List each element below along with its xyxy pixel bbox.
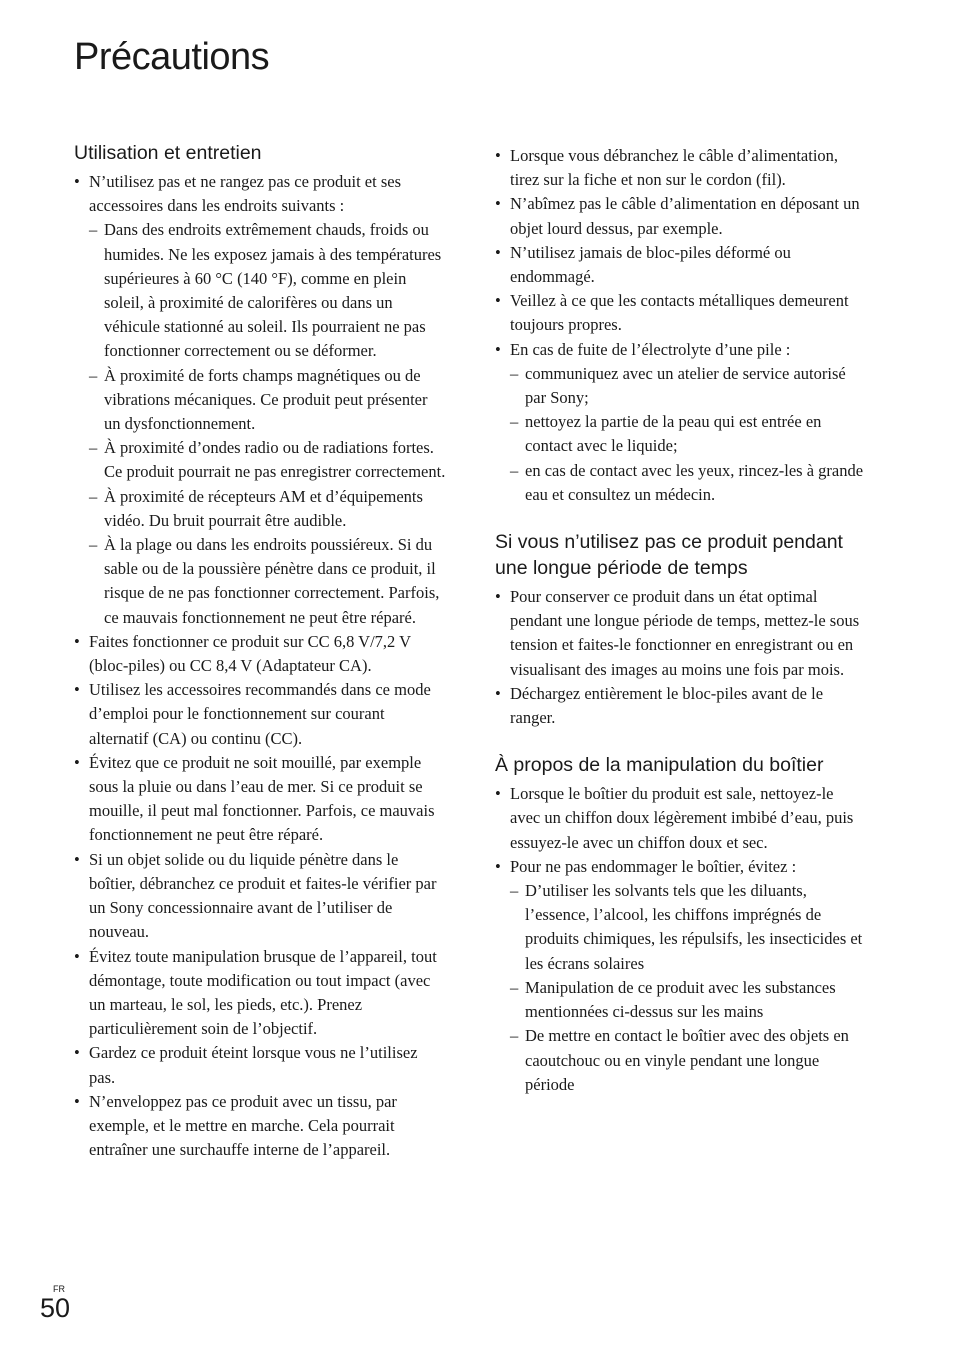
sub-list <box>510 362 865 507</box>
list-item: • Veillez à ce que les contacts métalliques demeurent toujours propres. <box>495 289 865 337</box>
list-item: • Pour conserver ce produit dans un état optimal pendant une longue période de temps, mettez-le sous tension et faites-le fonctionner en enregistrant ou en visualisant des images au moins une fois par mois. <box>495 585 865 682</box>
sub-list-item: – À proximité de forts champs magnétiques ou de vibrations mécaniques. Ce produit peut présenter un dysfonctionnement. <box>89 364 446 437</box>
language-marker: FR <box>53 1284 65 1294</box>
list-item: • Évitez toute manipulation brusque de l’appareil, tout démontage, toute modification ou tout impact (avec un marteau, le sol, les pieds, etc.). Prenez particulièrement soin de l’objectif. <box>74 945 446 1042</box>
list-item: • N’abîmez pas le câble d’alimentation en déposant un objet lourd dessus, par exemple. <box>495 192 865 240</box>
usage-list <box>74 170 446 1162</box>
list-item: • Utilisez les accessoires recommandés dans ce mode d’emploi pour le fonctionnement sur courant alternatif (CA) ou continu (CC). <box>74 678 446 751</box>
list-item: • Lorsque vous débranchez le câble d’alimentation, tirez sur la fiche et non sur le cordon (fil). <box>495 144 865 192</box>
sub-list-item: – À proximité de récepteurs AM et d’équipements vidéo. Du bruit pourrait être audible. <box>89 485 446 533</box>
sub-list <box>89 218 446 629</box>
list-item: • Faites fonctionner ce produit sur CC 6,8 V/7,2 V (bloc-piles) ou CC 8,4 V (Adaptateur CA). <box>74 630 446 678</box>
page-title: Précautions <box>74 36 270 78</box>
list-item: • Gardez ce produit éteint lorsque vous ne l’utilisez pas. <box>74 1041 446 1089</box>
list-item: • Lorsque le boîtier du produit est sale, nettoyez-le avec un chiffon doux légèrement imbibé d’eau, puis essuyez-le avec un chiffon doux et sec. <box>495 782 865 855</box>
list-item: • N’utilisez jamais de bloc-piles déformé ou endommagé. <box>495 241 865 289</box>
sub-list-item: – À la plage ou dans les endroits poussiéreux. Si du sable ou de la poussière pénètre dans ce produit, il risque de ne pas fonctionner correctement. Parfois, ce mauvais fonctionnement ne peut être réparé. <box>89 533 446 630</box>
list-item <box>495 855 865 1097</box>
page-number: 50 <box>40 1293 71 1323</box>
sub-list-item: – Manipulation de ce produit avec les substances mentionnées ci-dessus sur les mains <box>510 976 865 1024</box>
sub-list <box>510 879 865 1097</box>
left-column <box>74 140 446 1162</box>
spacer <box>495 507 865 529</box>
section-heading-casing: À propos de la manipulation du boîtier <box>495 754 824 777</box>
list-item: • Si un objet solide ou du liquide pénètre dans le boîtier, débranchez ce produit et faites-le vérifier par un Sony concessionnaire avant de l’utiliser de nouveau. <box>74 848 446 945</box>
right-column <box>495 144 865 1097</box>
section-heading-long-period: Si vous n’utilisez pas ce produit pendant une longue période de temps <box>495 531 843 580</box>
spacer <box>495 730 865 752</box>
long-period-list <box>495 585 865 730</box>
cable-battery-list <box>495 144 865 507</box>
list-item: • Évitez que ce produit ne soit mouillé, par exemple sous la pluie ou dans l’eau de mer. Si ce produit se mouille, il peut mal fonctionner. Parfois, ce mauvais fonctionnement ne peut être réparé. <box>74 751 446 848</box>
sub-list-item: – nettoyez la partie de la peau qui est entrée en contact avec le liquide; <box>510 410 865 458</box>
sub-list-item: – À proximité d’ondes radio ou de radiations fortes. Ce produit pourrait ne pas enregistrer correctement. <box>89 436 446 484</box>
list-item-text: En cas de fuite de l’électrolyte d’une pile : <box>510 339 791 359</box>
list-item-text: N’utilisez pas et ne rangez pas ce produit et ses accessoires dans les endroits suivants : <box>89 172 402 216</box>
list-item <box>74 170 446 630</box>
list-item-text: Pour ne pas endommager le boîtier, évitez : <box>510 856 797 876</box>
sub-list-item: – communiquez avec un atelier de service autorisé par Sony; <box>510 362 865 410</box>
list-item <box>495 338 865 507</box>
casing-list <box>495 782 865 1097</box>
list-item: • N’enveloppez pas ce produit avec un tissu, par exemple, et le mettre en marche. Cela pourrait entraîner une surchauffe interne de l’appareil. <box>74 1090 446 1163</box>
list-item: • Déchargez entièrement le bloc-piles avant de le ranger. <box>495 682 865 730</box>
sub-list-item: – en cas de contact avec les yeux, rincez-les à grande eau et consultez un médecin. <box>510 459 865 507</box>
sub-list-item: – Dans des endroits extrêmement chauds, froids ou humides. Ne les exposez jamais à des températures supérieures à 60 °C (140 °F), comme en plein soleil, à proximité de calorifères ou dans un véhicule stationné au soleil. Ils pourraient ne pas fonctionner correctement ou se déformer. <box>89 218 446 363</box>
section-heading-usage: Utilisation et entretien <box>74 142 262 164</box>
sub-list-item: – D’utiliser les solvants tels que les diluants, l’essence, l’alcool, les chiffons imprégnés de produits chimiques, les répulsifs, les insecticides et les écrans solaires <box>510 879 865 976</box>
sub-list-item: – De mettre en contact le boîtier avec des objets en caoutchouc ou en vinyle pendant une longue période <box>510 1024 865 1097</box>
